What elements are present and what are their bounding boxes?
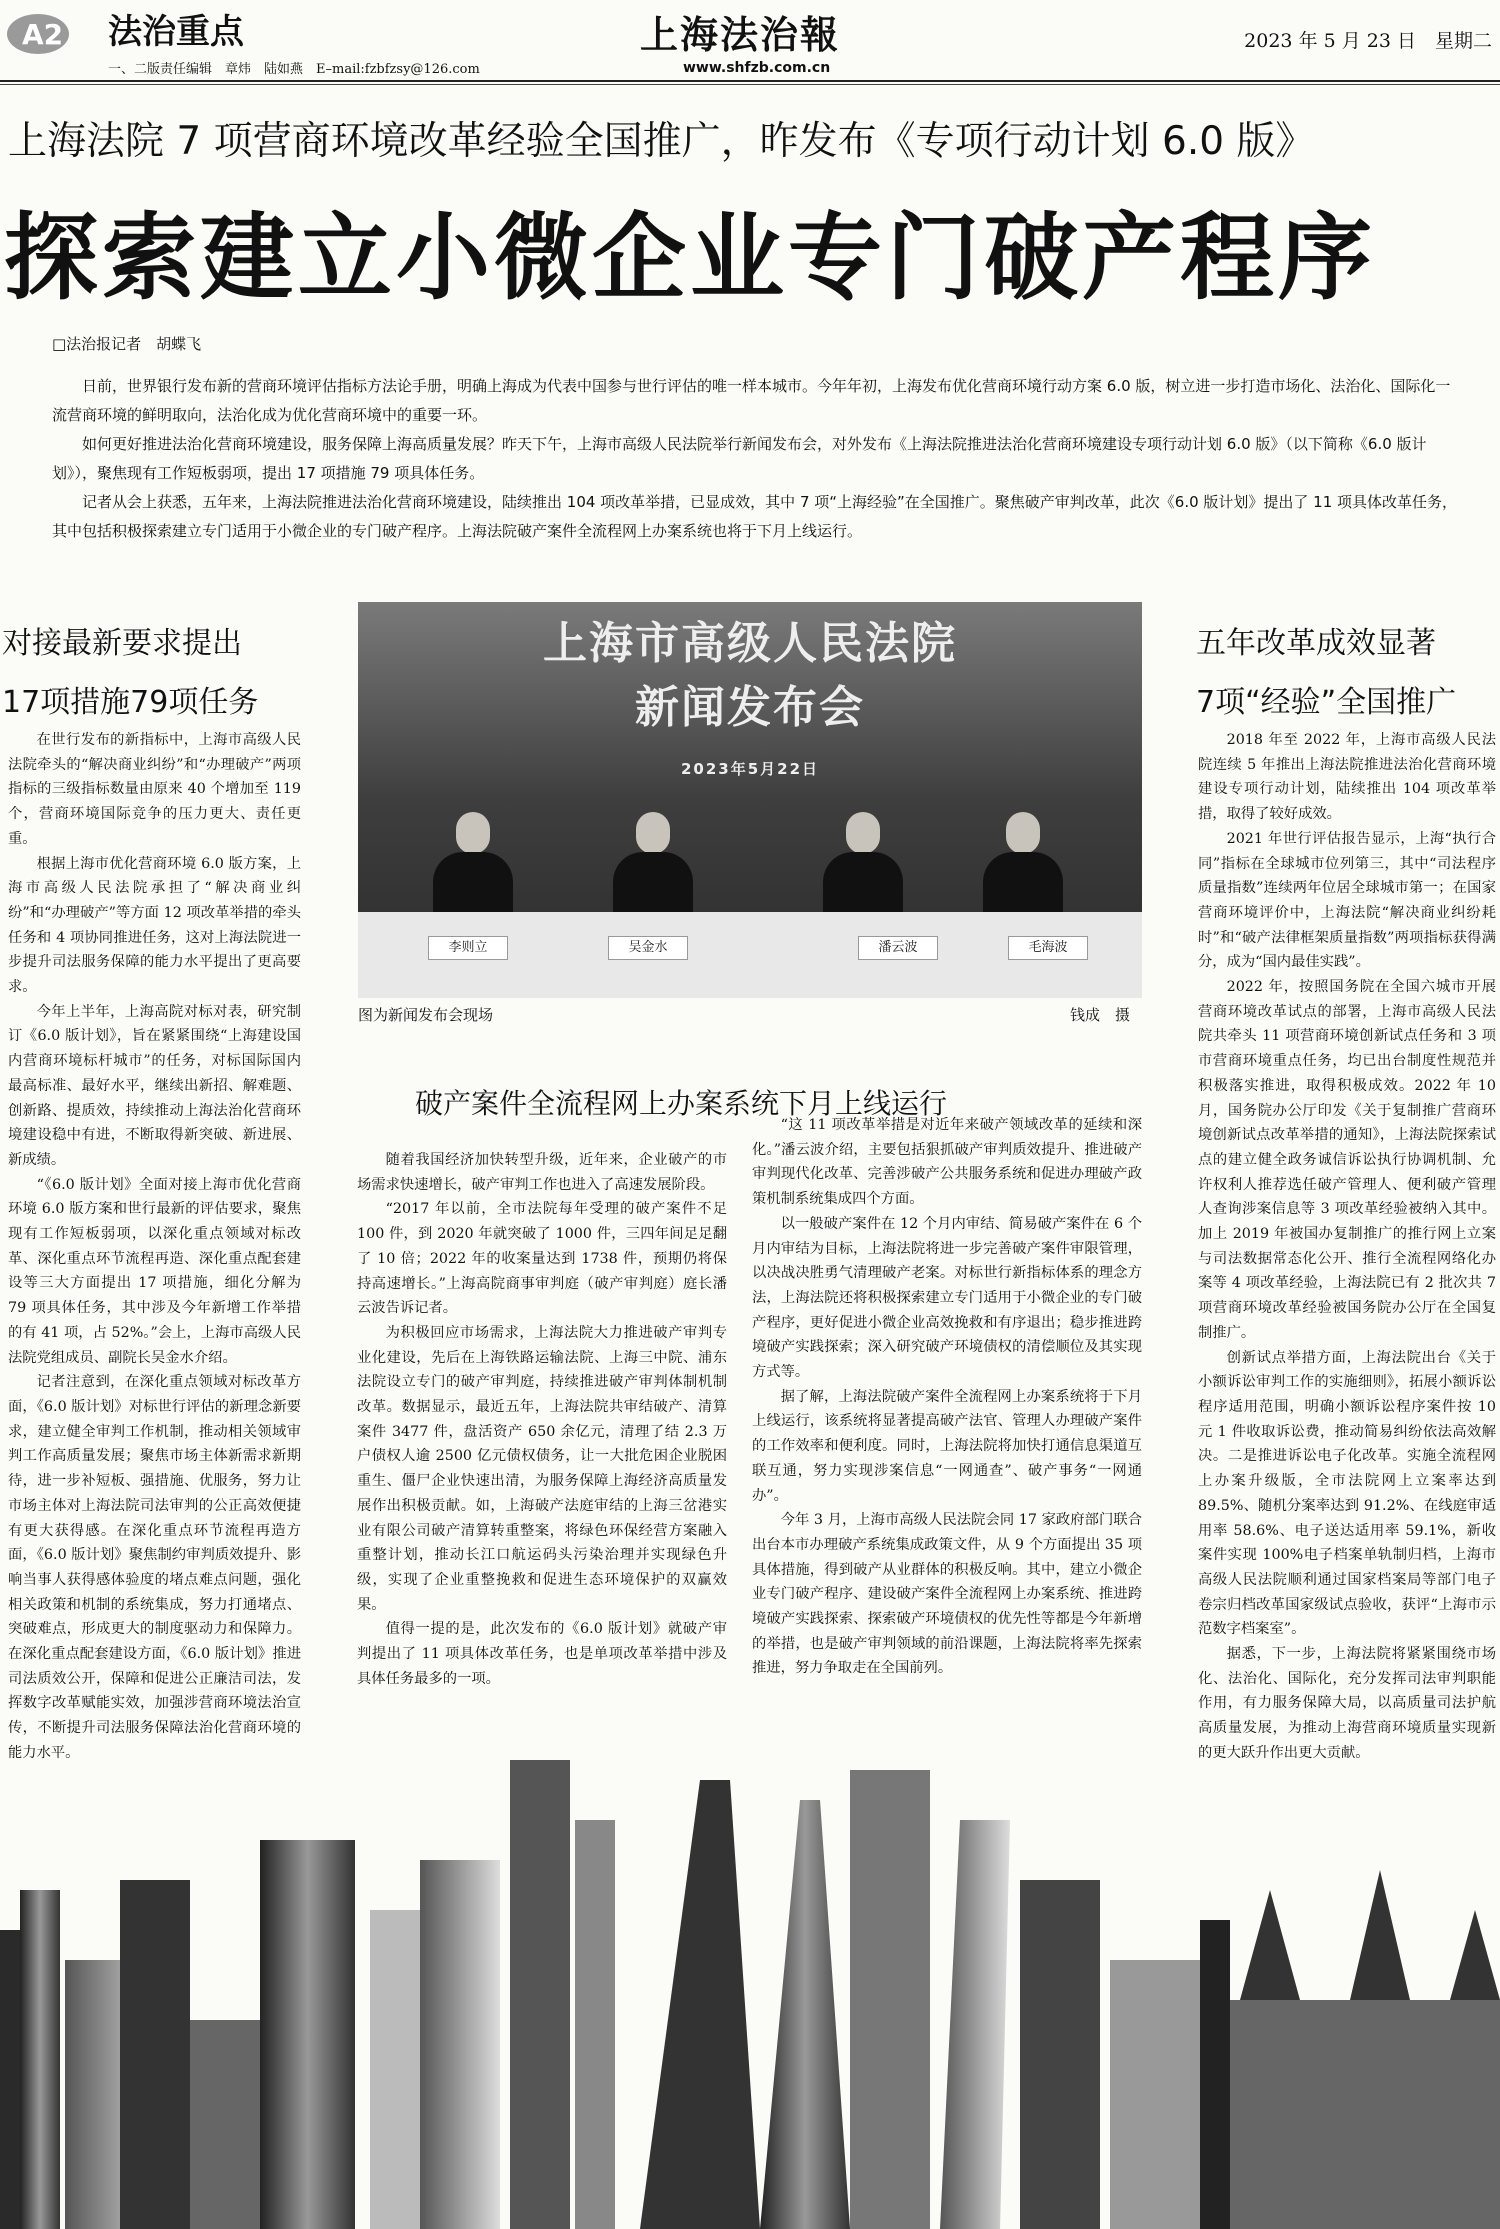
paragraph: 在世行发布的新指标中，上海市高级人民法院牵头的“解决商业纠纷”和“办理破产”两项指标的三级指标数量由原来 40 个增加至 119 个，营商环境国际竞争的压力更大、责任更重。 xyxy=(8,732,301,847)
paragraph: 2022 年，按照国务院在全国六城市开展营商环境改革试点的部署，上海市高级人民法院共牵头 11 项营商环境创新试点任务和 3 项市营商环境重点任务，均已出台制度性规范并积极落实推进，取得积极成效。2022 年 10 月，国务院办公厅印发《关于复制推广营商环境创新试点改革举措的通知》，上海法院探索试点的建立健全政务诚信诉讼执行协调机制、允许权利人推荐选任破产管理人、便利破产管理人查询涉案信息等 3 项改革经验被纳入其中。加上 2019 年被国办复制推广的推行网上立案与司法数据常态化公开、推行全流程网络化办案等 4 项改革经验，上海法院已有 2 批次共 7 项营商环境改革经验被国务院办公厅在全国复制推广。 xyxy=(1198,979,1496,1341)
photo-caption: 图为新闻发布会现场 xyxy=(358,1006,494,1024)
editors-line: 一、二版责任编辑 章炜 陆如燕 E–mail:fzbfzsy@126.com xyxy=(108,62,480,77)
speaker-figure xyxy=(818,812,908,922)
section-name: 法治重点 xyxy=(108,12,244,52)
speaker-figure xyxy=(978,812,1068,922)
page-number: A2 xyxy=(22,18,64,51)
byline: □法治报记者 胡蝶飞 xyxy=(52,335,202,353)
paragraph: 记者注意到，在深化重点领域对标改革方面，《6.0 版计划》对标世行评估的新理念新要求，建立健全审判工作机制，推动相关领域审判工作高质量发展；聚焦市场主体新需求新期待，进一步补短板、强措施、优服务，努力让市场主体对上海法院司法审判的公正高效便捷有更大获得感。在深化重点环节流程再造方面，《6.0 版计划》聚焦制约审判质效提升、影响当事人获得感体验度的堵点难点问题，强化相关政策和机制的系统集成，努力打通堵点、突破难点，形成更大的制度驱动力和保障力。在深化重点配套建设方面，《6.0 版计划》推进司法质效公开，保障和促进公正廉洁司法，发挥数字改革赋能实效，加强涉营商环境法治宣传，不断提升司法服务保障法治化营商环境的能力水平。 xyxy=(8,1374,301,1761)
right-column xyxy=(1198,728,1496,1766)
nameplate: 吴金水 xyxy=(608,936,688,960)
paragraph: “这 11 项改革举措是对近年来破产领域改革的延续和深化。”潘云波介绍，主要包括狠抓破产审判质效提升、推进破产审判现代化改革、完善涉破产公共服务系统和促进办理破产政策机制系统集成四个方面。 xyxy=(752,1117,1142,1208)
middle-column-2 xyxy=(752,1113,1142,1681)
lede-paragraph: 如何更好推进法治化营商环境建设，服务保障上海高质量发展？昨天下午，上海市高级人民法院举行新闻发布会，对外发布《上海法院推进法治化营商环境建设专项行动计划 6.0 版》（以下简称《6.0 版计划》），聚焦现有工作短板弱项，提出 17 项措施 79 项具体任务。 xyxy=(52,435,1427,482)
nameplate: 潘云波 xyxy=(858,936,938,960)
masthead-rule-thin xyxy=(0,84,1500,85)
screen-title-line: 上海市高级人民法院 xyxy=(543,618,957,669)
paragraph: 随着我国经济加快转型升级，近年来，企业破产的市场需求快速增长，破产审判工作也进入了高速发展阶段。 xyxy=(357,1152,727,1193)
paragraph: 今年 3 月，上海市高级人民法院会同 17 家政府部门联合出台本市办理破产系统集成政策文件，从 9 个方面提出 35 项具体措施，得到破产从业群体的积极反响。其中，建立小微企业专门破产程序、建设破产案件全流程网上办案系统、推进跨境破产实践探索、探索破产环境债权的优先性等都是今年新增的举措，也是破产审判领域的前沿课题，上海法院将率先探索推进，努力争取走在全国前列。 xyxy=(752,1512,1142,1677)
screen-title-line: 新闻发布会 xyxy=(635,682,865,733)
lede xyxy=(52,372,1462,546)
screen-date: 2023年5月22日 xyxy=(680,760,820,778)
left-column xyxy=(8,728,301,1766)
right-subheading-2: 7项“经验”全国推广 xyxy=(1196,685,1457,720)
screen-title xyxy=(358,612,1142,740)
paragraph: 创新试点举措方面，上海法院出台《关于小额诉讼审判工作的实施细则》，拓展小额诉讼程序适用范围，明确小额诉讼程序案件按 10 元 1 件收取诉讼费，推动简易纠纷依法高效解决。二是推进诉讼电子化改革。实施全流程网上办案升级版，全市法院网上立案率达到 89.5%、随机分案率达到 91.2%、在线庭审适用率 58.6%、电子送达适用率 59.1%，新收案件实现 100%电子档案单轨制归档，上海市高级人民法院顺利通过国家档案局等部门电子卷宗归档改革国家级试点验收，获评“上海市示范数字档案室”。 xyxy=(1198,1349,1496,1638)
city-skyline-illustration xyxy=(0,1760,1500,2229)
paragraph: 据悉，下一步，上海法院将紧紧围绕市场化、法治化、国际化，充分发挥司法审判职能作用，有力服务保障大局，以高质量司法护航高质量发展，为推动上海营商环境质量实现新的更大跃升作出更大贡献。 xyxy=(1198,1646,1496,1761)
paragraph: “2017 年以前，全市法院每年受理的破产案件不足 100 件，到 2020 年就突破了 1000 件，三四年间足足翻了 10 倍；2022 年的收案量达到 1738 件，预期仍将保持高速增长。”上海高院商事审判庭（破产审判庭）庭长潘云波告诉记者。 xyxy=(357,1201,727,1317)
headline: 探索建立小微企业专门破产程序 xyxy=(4,204,1377,313)
press-conference-photo xyxy=(358,602,1142,998)
paragraph: 以一般破产案件在 12 个月内审结、简易破产案件在 6 个月内审结为目标，上海法院将进一步完善破产案件审限管理，以决战决胜勇气清理破产老案。对标世行新指标体系的理念方法，上海法院还将积极探索建立专门适用于小微企业的专门破产程序，更好促进小微企业高效挽救和有序退出；稳步推进跨境破产实践探索；深入研究破产环境债权的清偿顺位及其实现方式等。 xyxy=(752,1215,1142,1381)
kicker: 上海法院 7 项营商环境改革经验全国推广，昨发布《专项行动计划 6.0 版》 xyxy=(8,119,1315,164)
left-subheading-2: 17项措施79项任务 xyxy=(2,685,259,720)
paragraph: 据了解，上海法院破产案件全流程网上办案系统将于下月上线运行，该系统将显著提高破产法官、管理人办理破产案件的工作效率和便利度。同时，上海法院将加快打通信息渠道互联互通，努力实现涉案信息“一网通查”、破产事务“一网通办”。 xyxy=(752,1388,1142,1504)
nameplate: 毛海波 xyxy=(1008,936,1088,960)
lede-paragraph: 记者从会上获悉，五年来，上海法院推进法治化营商环境建设，陆续推出 104 项改革举措，已显成效，其中 7 项“上海经验”在全国推广。聚焦破产审判改革，此次《6.0 版计划》提出了 11 项具体改革任务，其中包括积极探索建立专门适用于小微企业的专门破产程序。上海法院破产案件全流程网上办案系统也将于下月上线运行。 xyxy=(52,493,1458,540)
middle-section-title: 破产案件全流程网上办案系统下月上线运行 xyxy=(415,1087,948,1120)
speaker-figure xyxy=(608,812,698,922)
lede-paragraph: 日前，世界银行发布新的营商环境评估指标方法论手册，明确上海成为代表中国参与世行评估的唯一样本城市。今年年初，上海发布优化营商环境行动方案 6.0 版，树立进一步打造市场化、法治化、国际化一流营商环境的鲜明取向，法治化成为优化营商环境中的重要一环。 xyxy=(52,377,1451,424)
nameplate: 李则立 xyxy=(428,936,508,960)
paragraph: 今年上半年，上海高院对标对表，研究制订《6.0 版计划》，旨在紧紧围绕“上海建设国内营商环境标杆城市”的任务，对标国际国内最高标准、最好水平，继续出新招、解难题、创新路、提质效，持续推动上海法治化营商环境建设稳中有进，不断取得新突破、新进展、新成绩。 xyxy=(8,1003,301,1168)
photo-credit: 钱成 摄 xyxy=(1070,1006,1131,1024)
middle-column-1 xyxy=(357,1148,727,1691)
paragraph: 2018 年至 2022 年，上海市高级人民法院连续 5 年推出上海法院推进法治化营商环境建设专项行动计划，陆续推出 104 项改革举措，取得了较好成效。 xyxy=(1198,732,1496,823)
website-url[interactable]: www.shfzb.com.cn xyxy=(683,60,831,76)
paragraph: 根据上海市优化营商环境 6.0 版方案，上海市高级人民法院承担了“解决商业纠纷”和“办理破产”等方面 12 项改革举措的牵头任务和 4 项协同推进任务，这对上海法院进一步提升司法服务保障的能力水平提出了更高要求。 xyxy=(8,855,301,996)
right-subheading-1: 五年改革成效显著 xyxy=(1196,626,1436,661)
left-subheading-1: 对接最新要求提出 xyxy=(2,626,242,661)
masthead-rule xyxy=(0,80,1500,82)
newspaper-logo: 上海法治報 xyxy=(640,12,841,57)
paragraph: 值得一提的是，此次发布的《6.0 版计划》就破产审判提出了 11 项具体改革任务，也是单项改革举措中涉及具体任务最多的一项。 xyxy=(357,1621,727,1687)
paragraph: “《6.0 版计划》全面对接上海市优化营商环境 6.0 版方案和世行最新的评估要求，聚焦现有工作短板弱项，以深化重点领域对标改革、深化重点环节流程再造、深化重点配套建设等三大方面提出 17 项措施，细化分解为 79 项具体任务，其中涉及今年新增工作举措的有 41 项，占 52%。”会上，上海市高级人民法院党组成员、副院长吴金水介绍。 xyxy=(8,1176,301,1366)
speaker-figure xyxy=(428,812,518,922)
paragraph: 为积极回应市场需求，上海法院大力推进破产审判专业化建设，先后在上海铁路运输法院、上海三中院、浦东法院设立专门的破产审判庭，持续推进破产审判体制机制改革。数据显示，最近五年，上海法院共审结破产、清算案件 3477 件，盘活资产 650 余亿元，清理了结 2.3 万户债权人逾 2500 亿元债权债务，让一大批危困企业脱困重生、僵尸企业快速出清，为服务保障上海经济高质量发展作出积极贡献。如，上海破产法庭审结的上海三岔港实业有限公司破产清算转重整案，将绿色环保经营方案融入重整计划，推动长江口航运码头污染治理并实现绿色升级，实现了企业重整挽救和促进生态环境保护的双赢效果。 xyxy=(357,1324,727,1613)
issue-date: 2023 年 5 月 23 日 星期二 xyxy=(1244,30,1492,52)
paragraph: 2021 年世行评估报告显示，上海“执行合同”指标在全球城市位列第三，其中“司法程序质量指数”连续两年位居全球城市第一；在国家营商环境评价中，上海法院“解决商业纠纷耗时”和“破产法律框架质量指数”两项指标获得满分，成为“国内最佳实践”。 xyxy=(1198,830,1496,971)
page-number-badge xyxy=(6,8,70,58)
